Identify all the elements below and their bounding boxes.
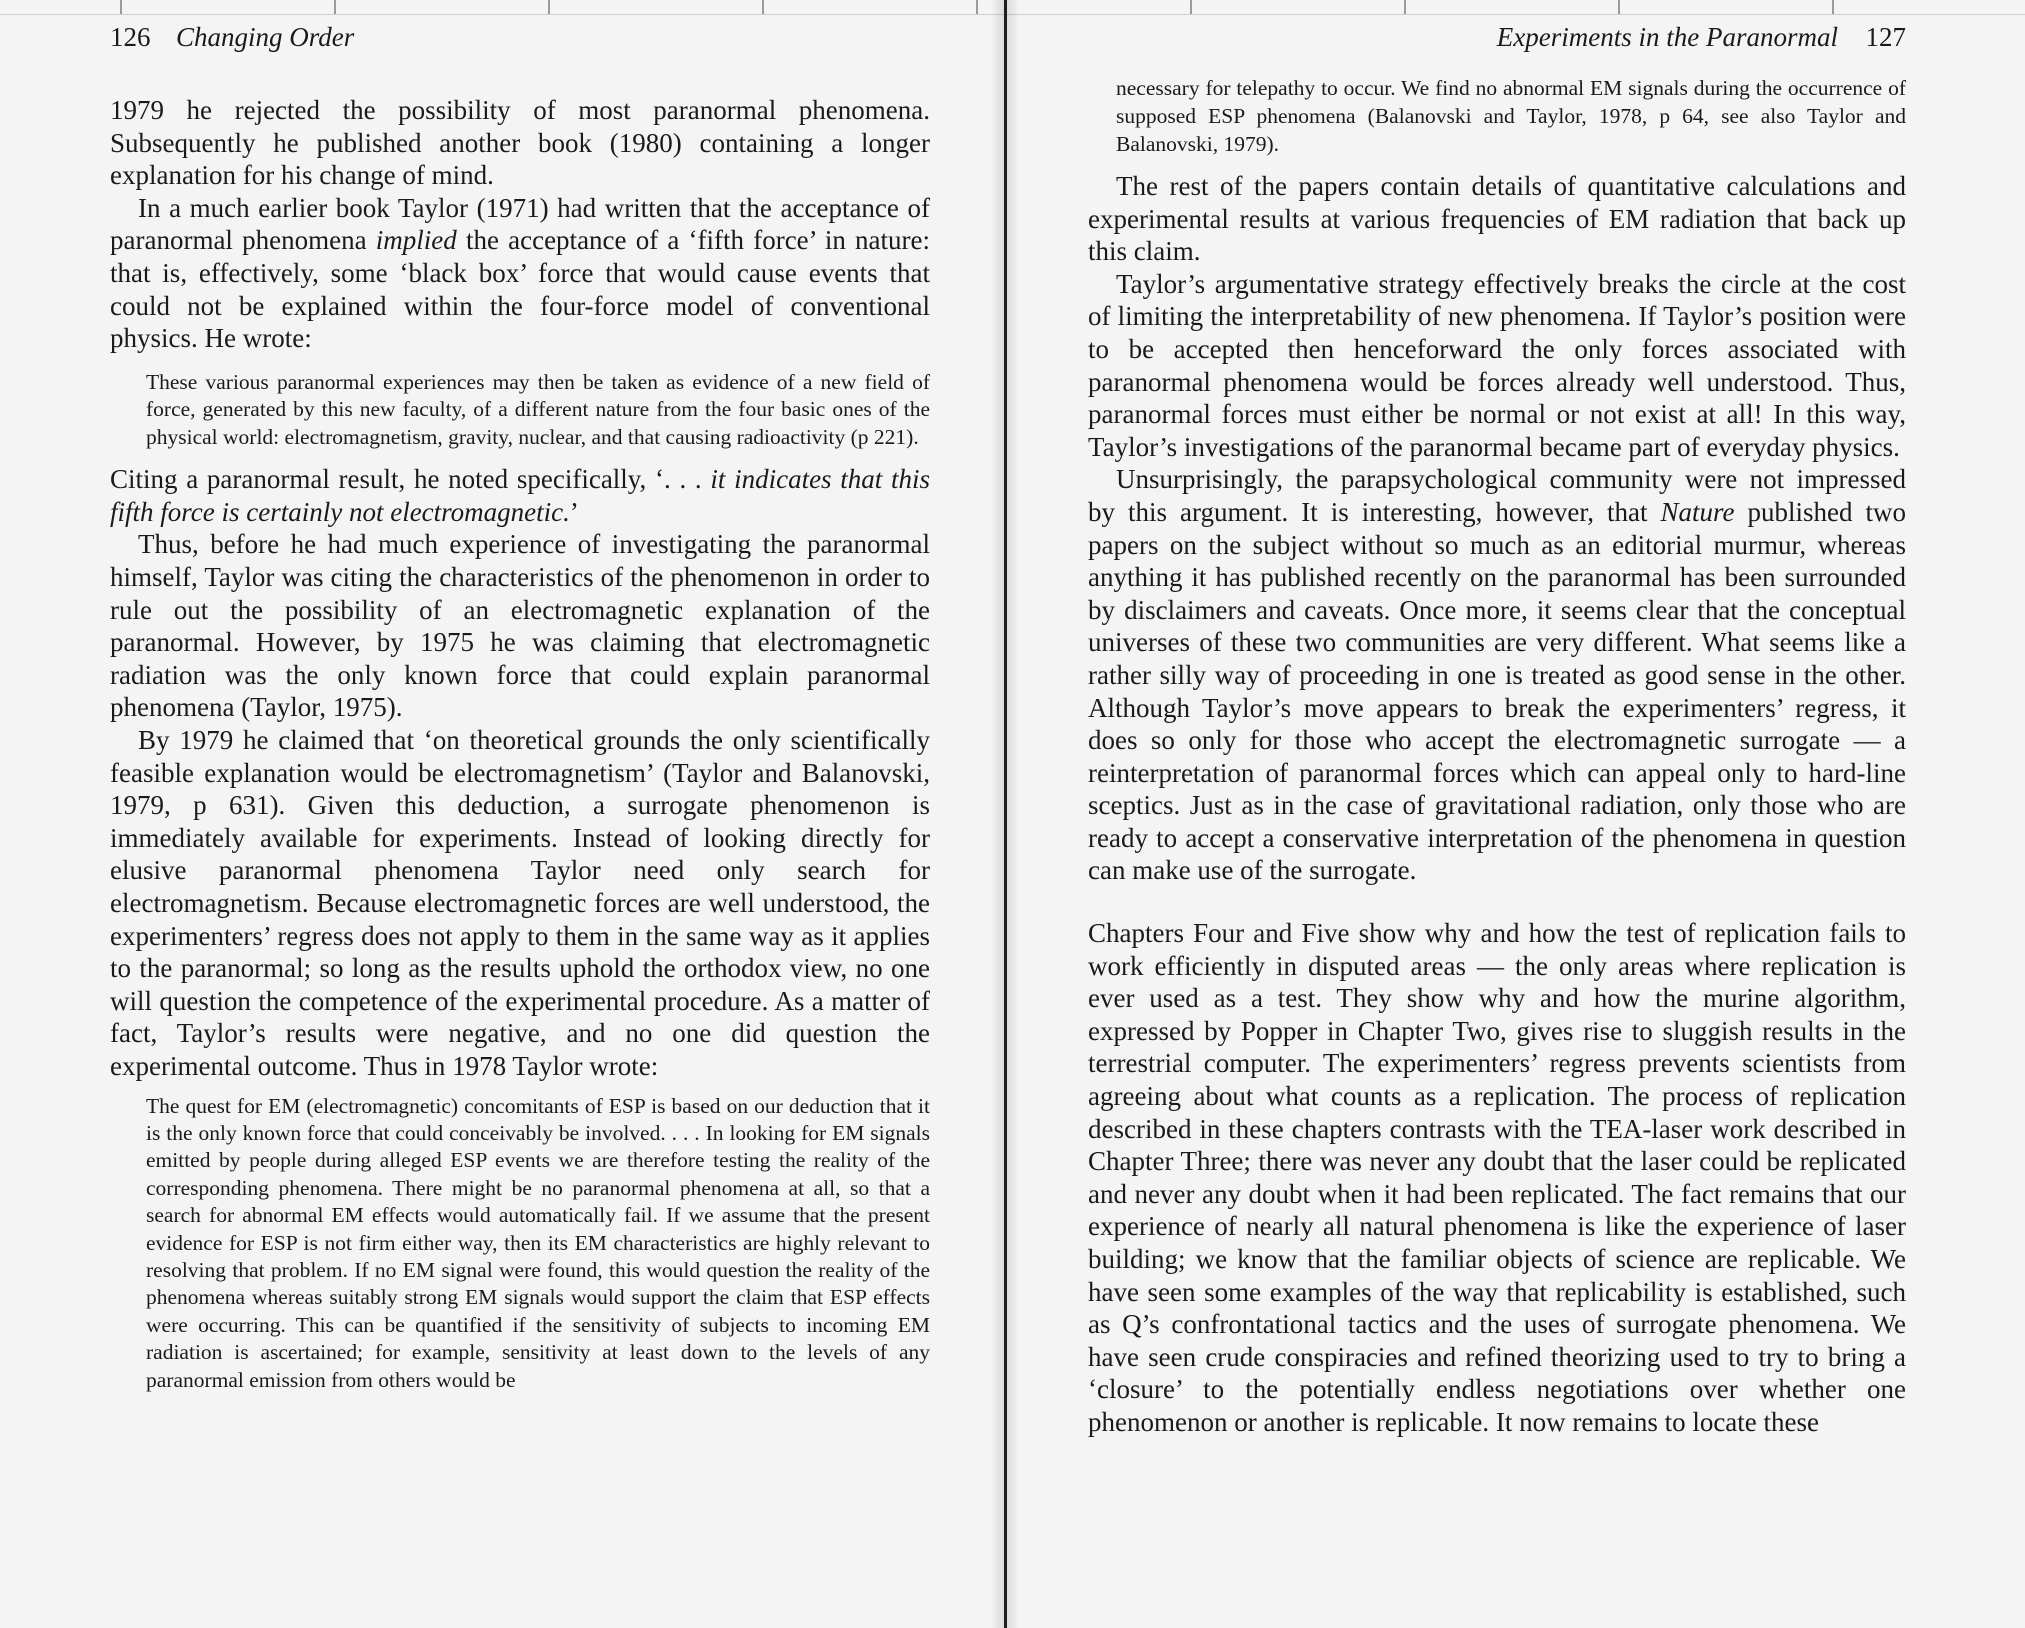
- right-page-header: [1088, 22, 1906, 62]
- left-paragraph-6: By 1979 he claimed that ‘on theoretical grounds the only scientifically feasible explanation would be electromagnetism’ (Taylor and Balanovski, 1979, p 631). Given this deduction, a surrogate phenomenon is immediately available for experiments. Instead of looking directly for elusive paranormal phenomena Taylor need only search for electromagnetism. Because electromagnetic forces are well understood, the experimenters’ regress does not apply to them in the same way as it applies to the paranormal; so long as the results uphold the orthodox view, no one will question the competence of the experimental procedure. As a matter of fact, Taylor’s results were negative, and no one did question the experimental outcome. Thus in 1978 Taylor wrote:: [110, 725, 930, 1081]
- right-block-quote-continued: necessary for telepathy to occur. We find no abnormal EM signals during the occurrence of supposed ESP phenomena (Balanovski and Taylor, 1978, p 64, see also Taylor and Balanovski, 1979).: [1116, 76, 1906, 156]
- right-page-body: [1088, 74, 1906, 1439]
- left-paragraph-2-emphasis: implied: [375, 225, 457, 256]
- right-paragraph-3: Taylor’s argumentative strategy effectively breaks the circle at the cost of limiting the interpretability of new phenomena. If Taylor’s position were to be accepted then henceforward the only forces associated with paranormal phenomena would be forces already well understood. Thus, paranormal forces must either be normal or not exist at all! In this way, Taylor’s investigations of the paranormal became part of everyday physics.: [1088, 268, 1906, 462]
- right-running-title: Experiments in the Paranormal: [1496, 22, 1838, 52]
- left-block-quote-1: These various paranormal experiences may then be taken as evidence of a new field of force, generated by this new faculty, of a different nature from the four basic ones of the physical world: electromagnetism, gravity, nuclear, and that causing radioactivity (p 221).: [146, 369, 930, 449]
- left-paragraph-4: [110, 463, 930, 528]
- right-paragraph-2: The rest of the papers contain details of quantitative calculations and experimental results at various frequencies of EM radiation that back up this claim.: [1088, 171, 1906, 267]
- right-page: [1088, 0, 1906, 1628]
- left-page-body: [110, 94, 930, 1394]
- left-paragraph-4-a: Citing a paranormal result, he noted specifically, ‘. . .: [110, 464, 711, 495]
- left-running-title: Changing Order: [176, 22, 355, 52]
- left-page-header: [110, 22, 930, 62]
- left-paragraph-4-b: ’: [569, 496, 579, 527]
- right-page-number: 127: [1865, 22, 1906, 52]
- left-paragraph-2-b: the acceptance of a ‘fifth force’ in nature: that is, effectively, some ‘black box’ force that would cause events that could not be explained within the four-force model of conventional physics. He wrote:: [110, 225, 930, 354]
- right-paragraph-4: [1088, 463, 1906, 887]
- right-paragraph-4-a: Unsurprisingly, the parapsychological community were not impressed by this argument. It is interesting, however, that: [1088, 464, 1906, 527]
- left-paragraph-5: Thus, before he had much experience of investigating the paranormal himself, Taylor was citing the characteristics of the phenomenon in order to rule out the possibility of an electromagnetic explanation of the paranormal. However, by 1975 he was claiming that electromagnetic radiation was the only known force that could explain paranormal phenomena (Taylor, 1975).: [110, 529, 930, 723]
- right-paragraph-4-emphasis: Nature: [1660, 496, 1735, 527]
- left-page-number: 126: [110, 22, 151, 52]
- section-gap: [1088, 887, 1906, 917]
- book-gutter: [1004, 0, 1007, 1628]
- left-paragraph-2: [110, 192, 930, 355]
- right-paragraph-5: Chapters Four and Five show why and how the test of replication fails to work efficiently in disputed areas — the only areas where replication is ever used as a test. They show why and how the murine algorithm, expressed by Popper in Chapter Two, gives rise to sluggish results in the terrestrial computer. The experimenters’ regress prevents scientists from agreeing about what counts as a replication. The process of replication described in these chapters contrasts with the TEA-laser work described in Chapter Three; there was never any doubt that the laser could be replicated and never any doubt when it had been replicated. The fact remains that our experience of nearly all natural phenomena is like the experience of laser building; we know that the familiar objects of science are replicable. We have seen some examples of the way that replicability is established, such as Q’s confrontational tactics and the uses of surrogate phenomena. We have seen crude conspiracies and refined theorizing used to try to bring a ‘closure’ to the potentially endless negotiations over whether one phenomenon or another is replicable. It now remains to locate these: [1088, 918, 1906, 1437]
- left-paragraph-1: 1979 he rejected the possibility of most paranormal phenomena. Subsequently he published another book (1980) containing a longer explanation for his change of mind.: [110, 95, 930, 191]
- right-paragraph-4-b: published two papers on the subject without so much as an editorial murmur, whereas anything it has published recently on the paranormal has been surrounded by disclaimers and caveats. Once more, it seems clear that the conceptual universes of these two communities are very different. What seems like a rather silly way of proceeding in one is treated as good sense in the other. Although Taylor’s move appears to break the experimenters’ regress, it does so only for those who accept the electromagnetic surrogate — a reinterpretation of paranormal forces which can appeal only to hard-line sceptics. Just as in the case of gravitational radiation, only those who are ready to accept a conservative interpretation of the phenomena in question can make use of the surrogate.: [1088, 496, 1906, 886]
- left-block-quote-2: The quest for EM (electromagnetic) concomitants of ESP is based on our deduction that it is the only known force that could conceivably be involved. . . . In looking for EM signals emitted by people during alleged ESP events we are therefore testing the reality of the corresponding phenomena. There might be no paranormal phenomena at all, so that a search for abnormal EM effects would automatically fail. If we assume that the present evidence for ESP is not firm either way, then its EM characteristics are highly relevant to resolving that problem. If no EM signal were found, this would question the reality of the phenomena whereas suitably strong EM signals would support the claim that ESP effects were occurring. This can be quantified if the sensitivity of subjects to incoming EM radiation is ascertained; for example, sensitivity at least down to the levels of any paranormal emission from others would be: [146, 1093, 930, 1392]
- left-paragraph-2-a: In a much earlier book Taylor (1971) had written that the acceptance of paranormal phenomena: [110, 192, 930, 256]
- left-page: [110, 0, 930, 1628]
- left-paragraph-4-emphasis: it indicates that this fifth force is certainly not electromagnetic.: [110, 464, 930, 527]
